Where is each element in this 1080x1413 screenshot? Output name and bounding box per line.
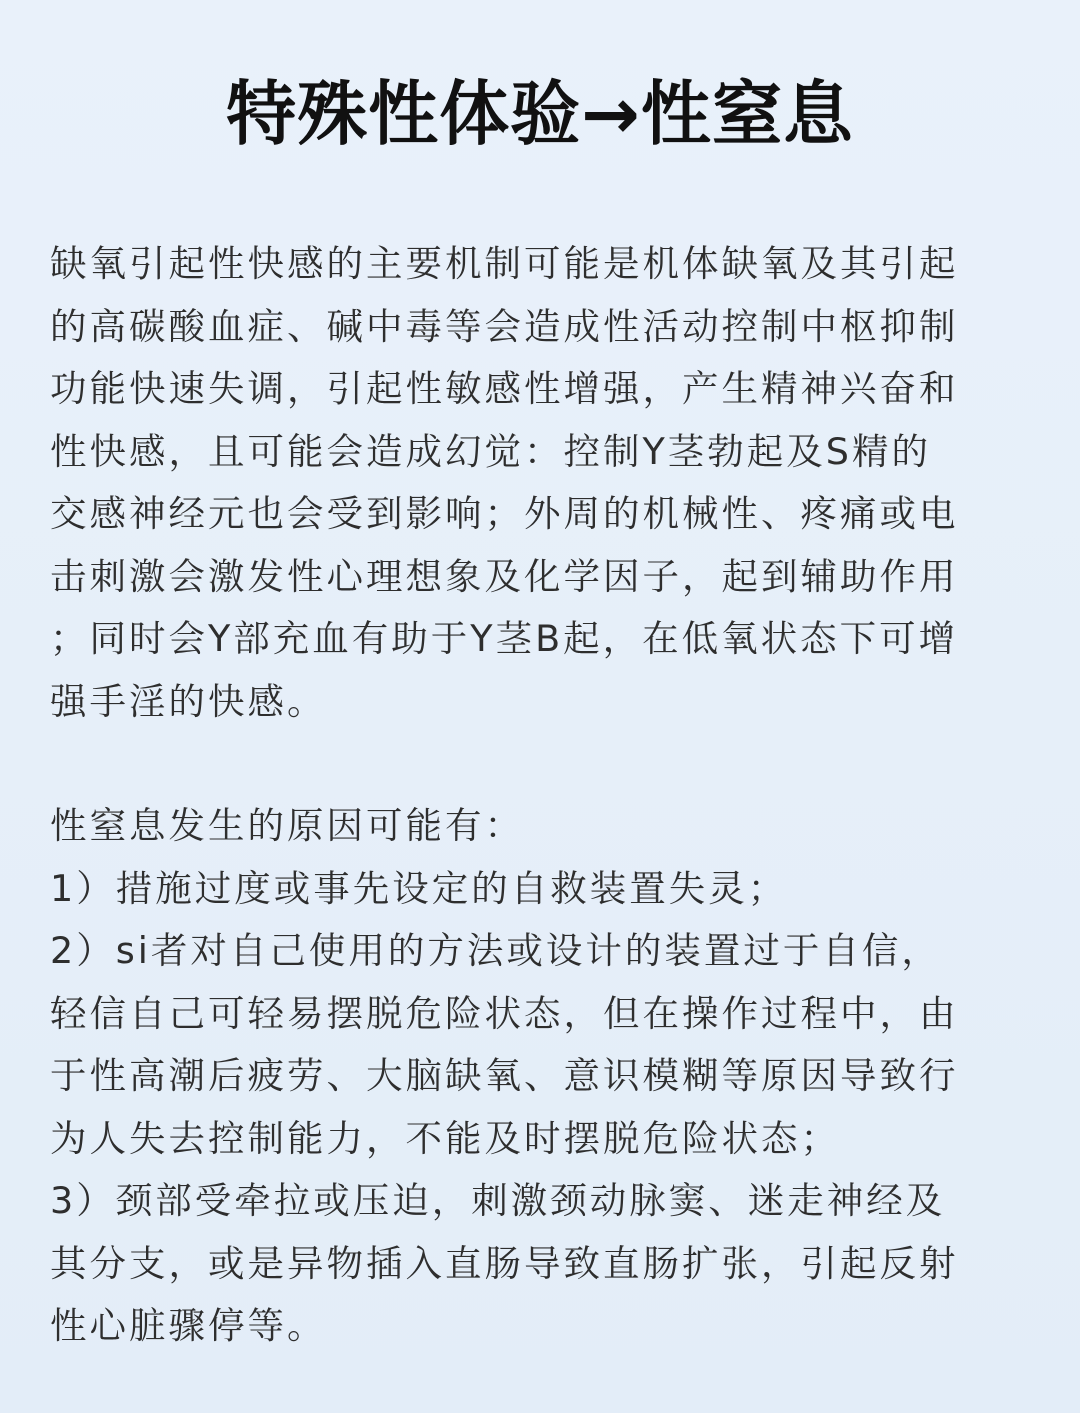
text-line: 强手淫的快感。: [50, 679, 327, 723]
text-line: 缺氧引起性快感的主要机制可能是机体缺氧及其引起: [50, 242, 959, 285]
text-line: 击刺激会激发性心理想象及化学因子，起到辅助作用: [50, 554, 959, 598]
paragraph-mechanism: [50, 233, 1035, 733]
text-line: 交感神经元也会受到影响；外周的机械性、疼痛或电: [50, 492, 959, 535]
list-item: 3）颈部受牵拉或压迫，刺激颈动脉窦、迷走神经及: [50, 1179, 946, 1222]
text-line: 其分支，或是异物插入直肠导致直肠扩张，引起反射: [50, 1241, 959, 1285]
causes-heading: 性窒息发生的原因可能有：: [50, 804, 524, 847]
text-line: 于性高潮后疲劳、大脑缺氧、意识模糊等原因导致行: [50, 1054, 959, 1097]
text-line: 性心脏骤停等。: [50, 1304, 327, 1347]
text-line: 性快感，且可能会造成幻觉：控制Y茎勃起及S精的: [50, 429, 931, 473]
page-title: 特殊性体验→性窒息: [226, 73, 854, 155]
paragraph-causes: [50, 795, 1035, 1358]
list-item: 2）si者对自己使用的方法或设计的装置过于自信，: [50, 929, 941, 972]
text-line: ；同时会Y部充血有助于Y茎B起，在低氧状态下可增: [50, 617, 959, 660]
text-line: 轻信自己可轻易摆脱危险状态，但在操作过程中，由: [50, 991, 959, 1035]
text-line: 的高碳酸血症、碱中毒等会造成性活动控制中枢抑制: [50, 304, 959, 348]
text-line: 为人失去控制能力，不能及时摆脱危险状态；: [50, 1116, 840, 1160]
text-line: 功能快速失调，引起性敏感性增强，产生精神兴奋和: [50, 367, 959, 410]
list-item: 1）措施过度或事先设定的自救装置失灵；: [50, 866, 788, 910]
